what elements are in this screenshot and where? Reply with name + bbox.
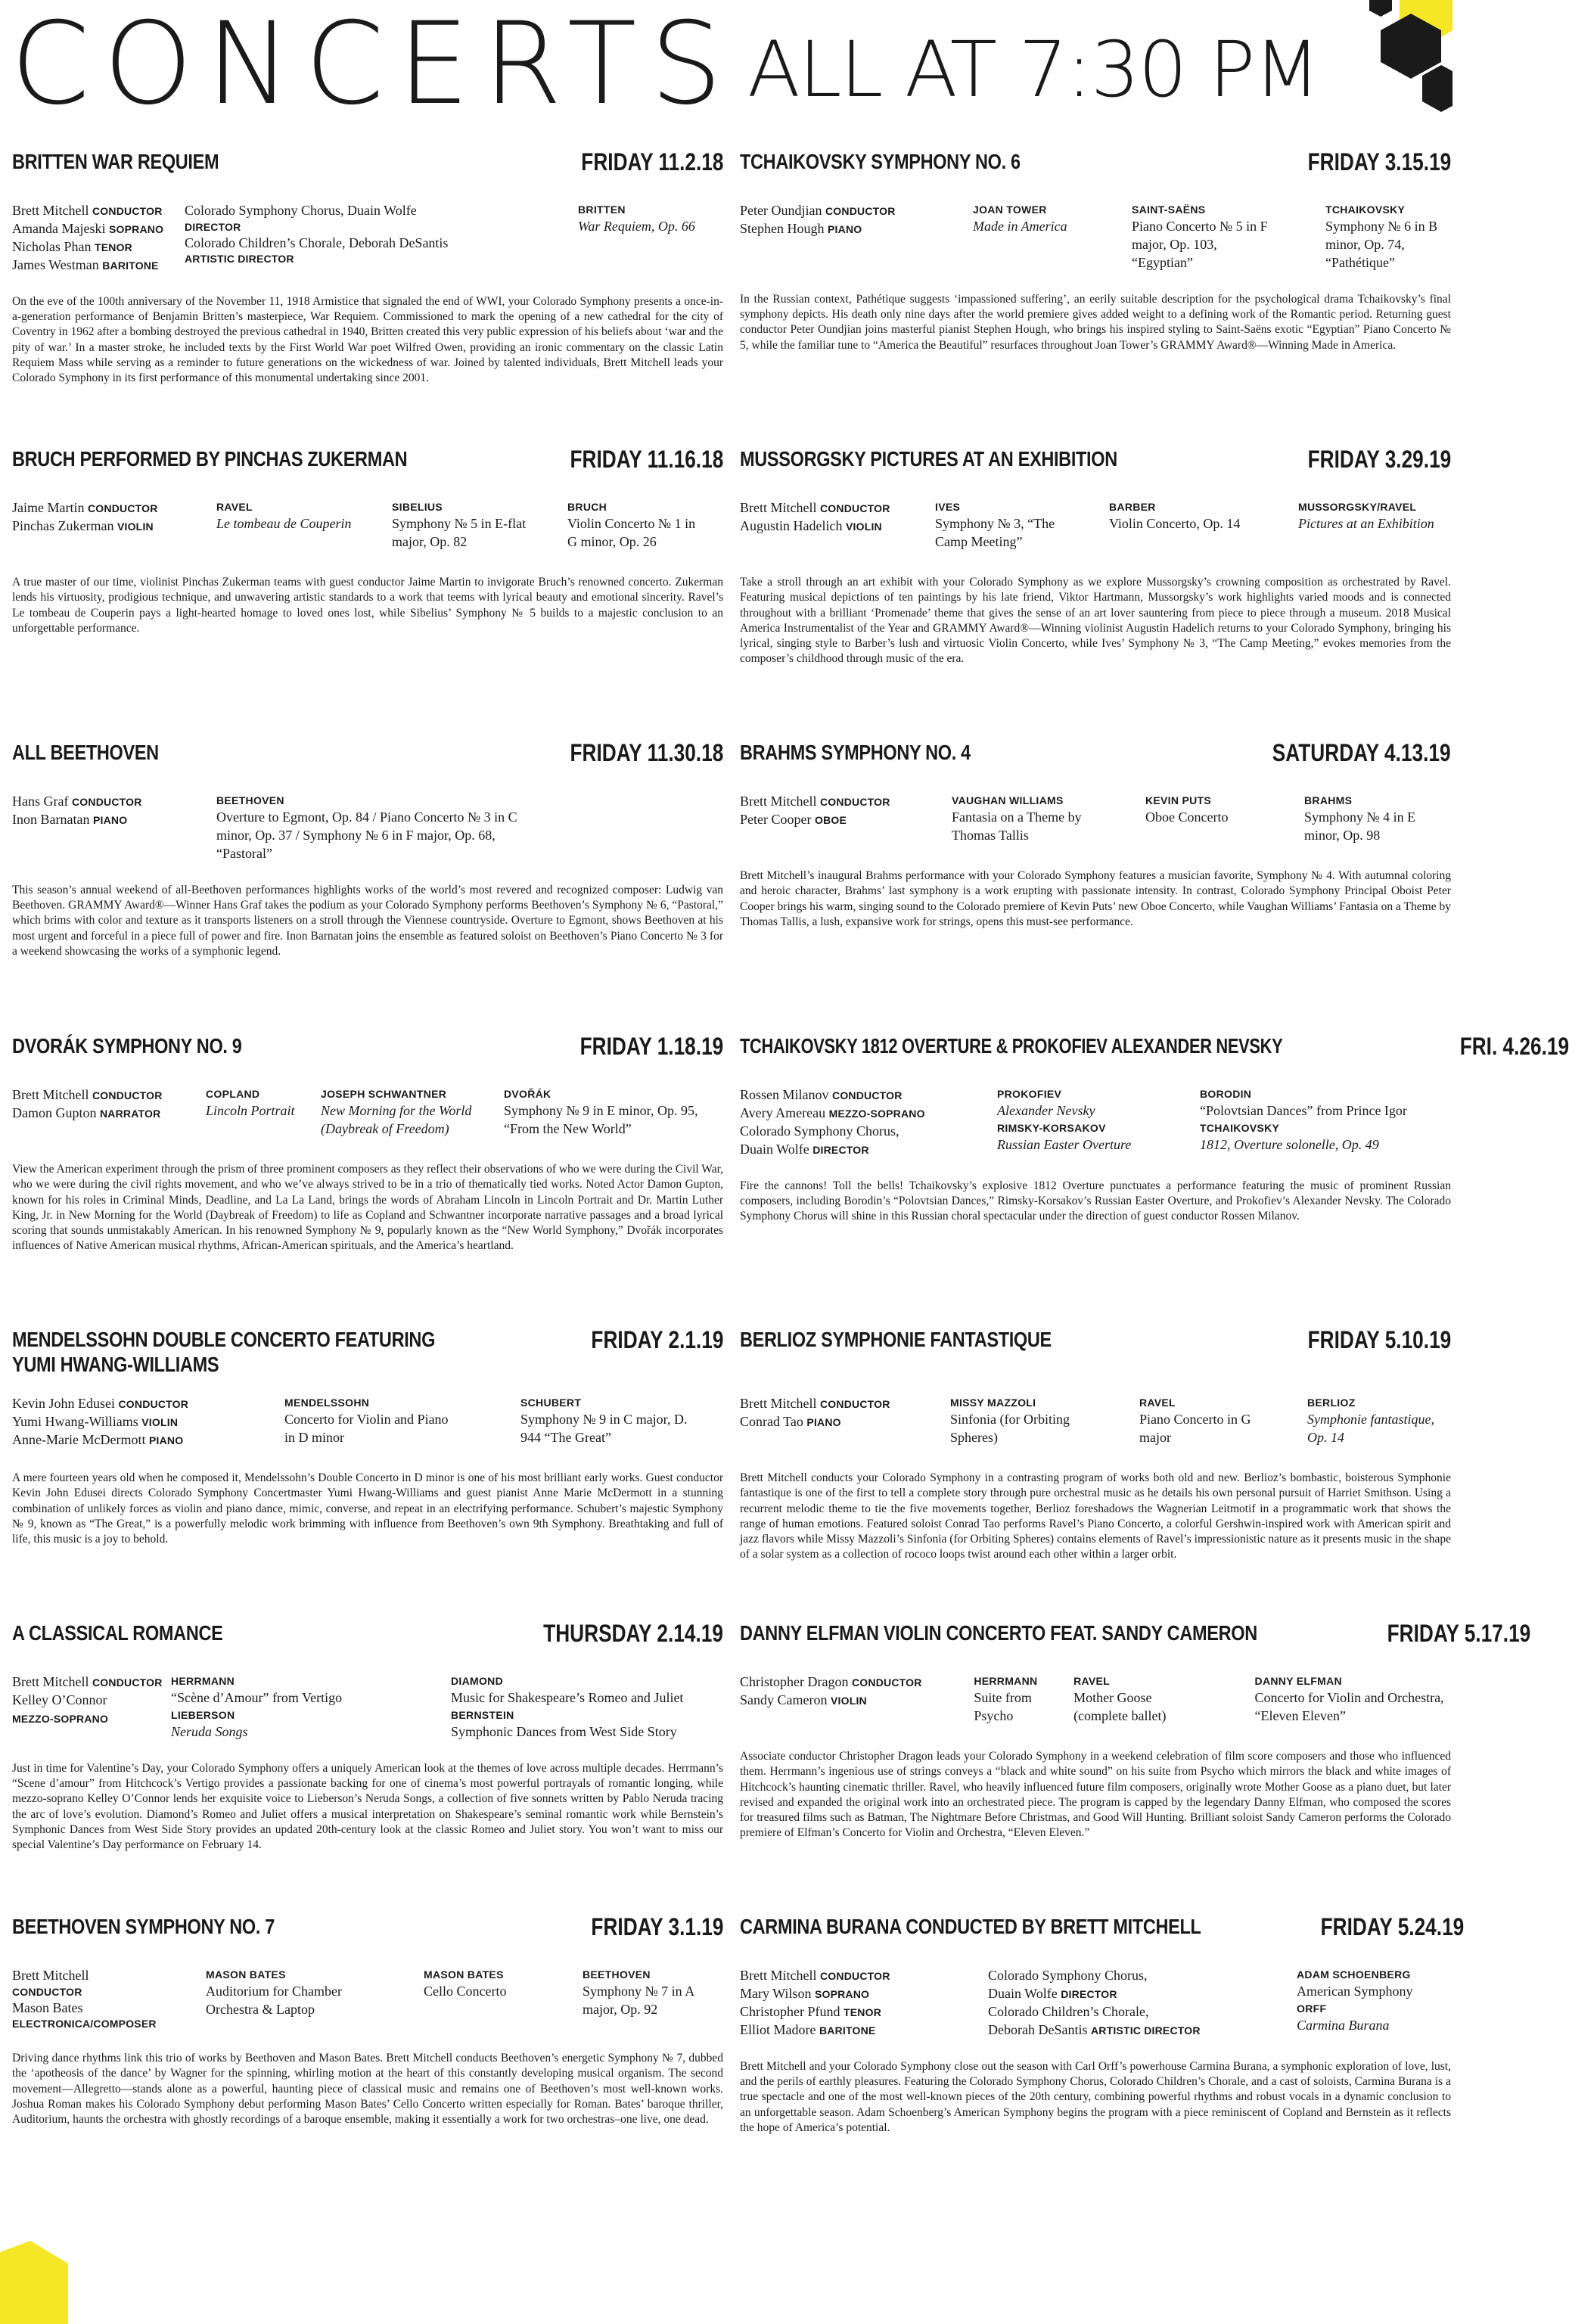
concert-title: BEETHOVEN SYMPHONY NO. 7 — [12, 1915, 275, 1938]
concert-description: Brett Mitchell’s inaugural Brahms performance with your Colorado Symphony features a musician favorite, Symphony № 4. With autumnal coloring and heroic character, Brahms’ last symphony is a work erupting with passionate intensity. In contrast, Colorado Symphony Principal Oboist Peter Cooper brings his warm, singing sound to the Colorado premiere of Kevin Puts’ new Oboe Concerto, while Vaughan Williams’ Fantasia on a Theme by Thomas Tallis, a lush, expansive work for strings, opens this must-see performance. — [740, 869, 1451, 928]
program-grid — [740, 793, 1451, 849]
concert-date: FRIDAY 3.1.19 — [590, 1913, 723, 1940]
ensemble-list: Colorado Symphony Chorus, Duain Wolfe DIRECTOR Colorado Children’s Chorale, Deborah DeSantis ARTISTIC DIRECTOR — [988, 1968, 1201, 2037]
performer-list: Christopher Dragon CONDUCTOR Sandy Cameron VIOLIN — [740, 1674, 922, 1707]
concert-title: BRITTEN WAR REQUIEM — [12, 150, 219, 173]
work-item: DVOŘÁK Symphony № 9 in E minor, Op. 95, “From the New World” — [504, 1088, 698, 1136]
concert-date: FRIDAY 11.16.18 — [570, 446, 723, 473]
performer-list: Jaime Martin CONDUCTOR Pinchas Zukerman VIOLIN — [12, 500, 158, 533]
program-grid — [12, 793, 723, 863]
hexagon-decoration-icon — [0, 2241, 98, 2324]
performer-list: Brett Mitchell CONDUCTOR Augustin Hadelich VIOLIN — [740, 500, 890, 533]
concert-description: Driving dance rhythms link this trio of works by Beethoven and Mason Bates. Brett Mitchell conducts Beethoven’s energetic Symphony № 7, dubbed the ‘apotheosis of the dance’ by Wagner for the spinning, whirling motion at the heart of this constantly developing musical organism. The second movement—Allegretto—stands alone as a powerful, haunting piece of classical music and remains one of Beethoven’s most well-known works. Joshua Roman makes his Colorado Symphony debut performing Mason Bates’ Cello Concerto written especially for Roman. Bates’ baroque thriller, Auditorium, haunts the orchestra with ghostly recordings of a baroque ensemble, making it essentially a work for two orchestras–one live, one dead. — [12, 2052, 723, 2127]
program-grid — [740, 1395, 1451, 1451]
performer-list: Kevin John Edusei CONDUCTOR Yumi Hwang-Williams VIOLIN Anne-Marie McDermott PIANO — [12, 1396, 189, 1447]
concert-date: FRIDAY 3.15.19 — [1307, 148, 1451, 176]
work-item: KEVIN PUTS Oboe Concerto — [1145, 794, 1229, 825]
concert-dvorak-symphony-9 — [12, 1033, 723, 1254]
concert-date: FRIDAY 2.1.19 — [590, 1326, 723, 1353]
concert-date: FRIDAY 11.30.18 — [570, 739, 723, 766]
concert-description: Take a stroll through an art exhibit with your Colorado Symphony as we explore Mussorgsky’s crowning composition as orchestrated by Ravel. Featuring musical depictions of ten paintings by his late friend, Viktor Hartmann, Mussorgsky’s work highlights varied moods and is connected throughout with a brilliant ‘Promenade’ theme that gives the sense of an art lover sauntering from piece to piece through a museum. 2018 Musical America Instrumentalist of the Year and GRAMMY Award®—Winning violinist Augustin Hadelich returns to your Colorado Symphony, bringing his lyrical, singing style to Barber’s lush and virtuosic Violin Concerto, while Ives’ Symphony № 3, “The Camp Meeting,” evokes memories from the composer’s childhood through music of the era. — [740, 576, 1451, 666]
work-item: MASON BATES Auditorium for Chamber Orchestra & Laptop — [206, 1968, 342, 2017]
concert-date: FRI. 4.26.19 — [1459, 1033, 1569, 1060]
performer-list: Brett Mitchell CONDUCTOR Mason Bates ELECTRONICA/COMPOSER — [12, 1968, 157, 2030]
program-grid — [12, 202, 723, 275]
performer-list: Brett Mitchell CONDUCTOR Peter Cooper OBOE — [740, 794, 890, 827]
work-item: DIAMOND Music for Shakespeare’s Romeo and Juliet BERNSTEIN Symphonic Dances from West Side Story — [451, 1675, 684, 1739]
concert-description: This season’s annual weekend of all-Beethoven performances highlights works of the world’s most revered and recognized composer: Ludwig van Beethoven. GRAMMY Award®—Winner Hans Graf takes the podium as your Colorado Symphony performs Beethoven’s Symphony № 6, “Pastoral,” which brims with color and texture as it transports listeners on a stroll through the Viennese countryside. Overture to Egmont, shows Beethoven at his most urgent and forceful in a piece full of power and fire. Inon Barnatan joins the ensemble as featured soloist on Beethoven’s Piano Concerto № 3 for a weekend showcasing the works of a symphonic legend. — [12, 883, 723, 958]
concert-berlioz-symphonie-fantastique — [740, 1327, 1451, 1563]
concert-title: BERLIOZ SYMPHONIE FANTASTIQUE — [740, 1328, 1052, 1351]
program-grid — [12, 1395, 723, 1451]
program-grid — [12, 1086, 723, 1142]
work-item: MASON BATES Cello Concerto — [424, 1968, 507, 1999]
concert-date: THURSDAY 2.14.19 — [543, 1620, 723, 1647]
performer-list: Rossen Milanov CONDUCTOR Avery Amereau MEZZO-SOPRANO Colorado Symphony Chorus, Duain Wolfe DIRECTOR — [740, 1087, 925, 1157]
concert-date: FRIDAY 5.10.19 — [1307, 1326, 1451, 1353]
work-item: HERRMANN Suite from Psycho — [974, 1675, 1038, 1723]
concert-description: Just in time for Valentine’s Day, your Colorado Symphony offers a uniquely American look at the themes of love across multiple decades. Herrmann’s “Scene d’amour” from Hitchcock’s Vertigo provides a passionate backing for one of cinema’s most powerful portrayals of romantic longing, while mezzo-soprano Kelley O’Connor lends her exquisite voice to Lieberson’s Neruda Songs, a collection of five sonnets written by Pablo Neruda tracing the arc of love’s evolution. Diamond’s Romeo and Juliet offers a musical interpretation on Shakespeare’s seminal romantic work while Bernstein’s Symphonic Dances from West Side Story provides an updated 20th-century look at the classic Romeo and Juliet story. You won’t want to miss our special Valentine’s Day performance on February 14. — [12, 1761, 723, 1852]
work-item: HERRMANN “Scène d’Amour” from Vertigo LIEBERSON Neruda Songs — [171, 1675, 343, 1739]
work-item: BARBER Violin Concerto, Op. 14 — [1109, 501, 1241, 531]
performer-list: Brett Mitchell CONDUCTOR Amanda Majeski SOPRANO Nicholas Phan TENOR James Westman BARITONE — [12, 203, 164, 272]
concert-date: FRIDAY 5.17.19 — [1387, 1620, 1531, 1647]
program-grid — [12, 1967, 723, 2031]
program-grid — [740, 1967, 1451, 2040]
work-item: SCHUBERT Symphony № 9 in C major, D. 944 “The Great” — [520, 1397, 688, 1445]
concert-danny-elfman-violin-concerto — [740, 1620, 1531, 1841]
concert-title: BRAHMS SYMPHONY NO. 4 — [740, 741, 971, 764]
program-grid — [12, 499, 723, 555]
concert-description: View the American experiment through the prism of three prominent composers as they reflect their observations of who we were during the Civil War, who we were during the civil rights movement, and who we’ve always strived to be in a trio of thematically tied works. Noted Actor Damon Gupton, known for his roles in Criminal Minds, Deadline, and La La Land, brings the words of Abraham Lincoln in Lincoln Portrait and Dr. Martin Luther King, Jr. in New Morning for the World (Daybreak of Freedom) to life as Copland and Schwantner incorporate narrative passages and a broad lyrical scoring that sounds unmistakably American. In his renowned Symphony № 9, popularly known as the “New World Symphony,” Dvořák incorporates influences of Native American musical rhythms, African-American spirituals, and the America’s heartland. — [12, 1163, 723, 1253]
concert-description: A true master of our time, violinist Pinchas Zukerman teams with guest conductor Jaime Martin to invigorate Bruch’s renowned concerto. Zukerman lends his virtuosity, prodigious technique, and unwavering artistic standards to a work that teems with lyrical beauty and emotional sincerity. Ravel’s Le tombeau de Couperin pays a light-hearted homage to loved ones lost, while Sibelius’ Symphony № 5 builds to a majestic conclusion to an unforgettable performance. — [12, 576, 723, 635]
concert-date: FRIDAY 1.18.19 — [579, 1033, 723, 1060]
work-item: JOSEPH SCHWANTNER New Morning for the World (Daybreak of Freedom) — [321, 1088, 472, 1136]
work-item: BEETHOVEN Symphony № 7 in A major, Op. 92 — [583, 1968, 694, 2017]
work-item: MISSY MAZZOLI Sinfonia (for Orbiting Spheres) — [950, 1397, 1070, 1445]
concert-tchaikovsky-1812-prokofiev — [740, 1033, 1569, 1225]
performer-list: Brett Mitchell CONDUCTOR Damon Gupton NARRATOR — [12, 1087, 163, 1120]
hexagon-decoration-icon — [1286, 0, 1452, 129]
concert-date: FRIDAY 11.2.18 — [580, 148, 723, 176]
work-item: BRAHMS Symphony № 4 in E minor, Op. 98 — [1304, 794, 1416, 843]
concert-brahms-symphony-4 — [740, 740, 1451, 930]
program-grid — [740, 499, 1451, 555]
concert-description: Brett Mitchell conducts your Colorado Symphony in a contrasting program of works both old and new. Berlioz’s bombastic, boisterous Symphonie fantastique is one of the first to tell a complete story through pure orchestral music as he details his own personal pursuit of Harriet Smithson. Using a recurrent melodic theme to tie the five movements together, Berlioz foreshadows the Wagnerian Leitmotif in a programmatic work that shows the range of human emotions. Featured soloist Conrad Tao performs Ravel’s Piano Concerto, a colorful Gershwin-inspired work with American spirit and jazz flavors while Missy Mazzoli’s Sinfonia (for Orbiting Spheres) contains elements of Ravel’s impressionistic nature as it presents music in the shape of a solar system as a collection of rococo loops twist around each other within a larger orbit. — [740, 1471, 1451, 1561]
work-item: BORODIN “Polovtsian Dances” from Prince Igor TCHAIKOVSKY 1812, Overture solonelle, Op. 49 — [1200, 1088, 1407, 1152]
work-item: MUSSORGSKY/RAVEL Pictures at an Exhibition — [1298, 501, 1434, 531]
performer-list: Brett Mitchell CONDUCTOR Kelley O’Connor MEZZO-SOPRANO — [12, 1674, 163, 1725]
concert-tchaikovsky-symphony-6 — [740, 149, 1451, 353]
page-title: CONCERTS — [11, 0, 736, 130]
work-item: TCHAIKOVSKY Symphony № 6 in B minor, Op. 74, “Pathétique” — [1325, 204, 1438, 270]
performer-list: Hans Graf CONDUCTOR Inon Barnatan PIANO — [12, 794, 142, 827]
concert-classical-romance — [12, 1620, 723, 1853]
concert-description: In the Russian context, Pathétique suggests ‘impassioned suffering’, an eerily suitable description for the psychological drama Tchaikovsky’s final symphony depicts. His death only nine days after the world premiere gives added weight to a defining work of the Romantic period. Returning guest conductor Peter Oundjian joins masterful pianist Stephen Hough, who brings his inspired styling to Saint-Saëns exotic “Egyptian” Piano Concerto № 5, while the familiar tune to “America the Beautiful” resurfaces throughout Joan Tower’s GRAMMY Award®—Winning Made in America. — [740, 292, 1451, 352]
performer-list: Brett Mitchell CONDUCTOR Mary Wilson SOPRANO Christopher Pfund TENOR Elliot Madore BARITONE — [740, 1968, 890, 2037]
concert-description: On the eve of the 100th anniversary of the November 11, 1918 Armistice that signaled the end of WWI, your Colorado Symphony presents a once-in-a-generation performance of Benjamin Britten’s masterpiece, War Requiem. Commissioned to mark the opening of a new cathedral for the city of Coventry in 1962 after a bombing destroyed the previous cathedral in 1940, Britten created this very public expression of his beliefs about ‘war and the pity of war.’ In a master stroke, he included texts by the First World War poet Wilfred Owen, providing an ironic commentary on the classic Latin Requiem Mass while serving as a reminder to future generations on the wickedness of war. Joined by talented individuals, Brett Mitchell leads your Colorado Symphony in its first performance of this monumental undertaking since 2001. — [12, 294, 723, 385]
work-item: BRUCH Violin Concerto № 1 in G minor, Op. 26 — [567, 501, 696, 549]
concert-title: BRUCH PERFORMED BY PINCHAS ZUKERMAN — [12, 447, 408, 471]
concert-description: Fire the cannons! Toll the bells! Tchaikovsky’s explosive 1812 Overture punctuates a performance featuring the music of prominent Russian composers, including Borodin’s “Polovtsian Dances,” Rimsky-Korsakov’s Russian Easter Overture, and Prokofiev’s Alexander Nevsky. The Colorado Symphony Chorus will shine in this Russian choral spectacular under the direction of guest conductor Rossen Milanov. — [740, 1179, 1451, 1223]
concert-title: DVORÁK SYMPHONY NO. 9 — [12, 1034, 242, 1058]
work-item: RAVEL Piano Concerto in G major — [1139, 1397, 1251, 1445]
concert-bruch-zukerman — [12, 446, 723, 636]
work-item: IVES Symphony № 3, “The Camp Meeting” — [935, 501, 1055, 549]
performer-list: Brett Mitchell CONDUCTOR Conrad Tao PIANO — [740, 1396, 890, 1429]
work-item: COPLAND Lincoln Portrait — [206, 1088, 295, 1118]
concert-description: Associate conductor Christopher Dragon leads your Colorado Symphony in a weekend celebration of film score composers and those who influenced them. Herrmann’s ingenious use of strings conveys a “black and white sound” on his suite from Psycho which mirrors the black and white images of Hitchcock’s haunting cinematic thriller. Ravel, who heavily influenced future film composers, originally wrote Mother Goose as a piano duet, but later revised and expanded the original work into an orchestrated piece. The program is capped by the legendary Danny Elfman, who composed the scores for treasured films such as Batman, The Nightmare Before Christmas, and Good Will Hunting. Brilliant soloist Sandy Cameron performs the Colorado premiere of Elfman’s Concerto for Violin and Orchestra, “Eleven Eleven.” — [740, 1750, 1451, 1840]
work-item: JOAN TOWER Made in America — [973, 204, 1067, 234]
concert-title: MENDELSSOHN DOUBLE CONCERTO FEATURING YUMI HWANG-WILLIAMS — [12, 1328, 436, 1377]
ensemble-list: Colorado Symphony Chorus, Duain Wolfe DIRECTOR Colorado Children’s Chorale, Deborah DeSantis ARTISTIC DIRECTOR — [185, 203, 449, 266]
concert-date: FRIDAY 5.24.19 — [1320, 1913, 1464, 1940]
program-grid — [740, 1086, 1451, 1159]
concert-title: TCHAIKOVSKY SYMPHONY NO. 6 — [740, 150, 1021, 173]
work-item: BEETHOVEN Overture to Egmont, Op. 84 / Piano Concerto № 3 in C minor, Op. 37 / Symphony № 6 in F major, Op. 68, “Pastoral” — [216, 794, 517, 861]
concert-title: ALL BEETHOVEN — [12, 741, 159, 764]
program-grid — [740, 202, 1451, 272]
concert-description: A mere fourteen years old when he composed it, Mendelssohn’s Double Concerto in D minor is one of his most brilliant early works. Guest conductor Kevin John Edusei directs Colorado Symphony Concertmaster Yumi Hwang-Williams and guest pianist Anne Marie McDermott in a stunning combination of unlikely forces as violin and piano dance, mimic, converse, and repeat in an electrifying performance. Schubert’s majestic Symphony № 9, known as “The Great,” is a powerfully melodic work brimming with influence from Beethoven’s own 9th Symphony. Breathtaking and full of life, this music is a joy to behold. — [12, 1471, 723, 1546]
concert-carmina-burana — [740, 1913, 1464, 2136]
concert-title: MUSSORGSKY PICTURES AT AN EXHIBITION — [740, 447, 1117, 471]
work-item: DANNY ELFMAN Concerto for Violin and Orchestra, “Eleven Eleven” — [1254, 1675, 1444, 1723]
work-item: BRITTEN War Requiem, Op. 66 — [578, 204, 695, 234]
work-item: SAINT-SAËNS Piano Concerto № 5 in F major, Op. 103, “Egyptian” — [1132, 204, 1268, 270]
work-item: SIBELIUS Symphony № 5 in E-flat major, Op. 82 — [392, 501, 527, 549]
work-item: MENDELSSOHN Concerto for Violin and Piano in D minor — [284, 1397, 449, 1445]
work-item: VAUGHAN WILLIAMS Fantasia on a Theme by Thomas Tallis — [952, 794, 1082, 843]
concert-title: TCHAIKOVSKY 1812 OVERTURE & PROKOFIEV ALEXANDER NEVSKY — [740, 1034, 1283, 1058]
work-item: BERLIOZ Symphonie fantastique, Op. 14 — [1307, 1397, 1434, 1445]
page-subtitle: ALL AT 7:30 PM — [747, 25, 1319, 115]
concert-title: DANNY ELFMAN VIOLIN CONCERTO FEAT. SANDY CAMERON — [740, 1621, 1257, 1645]
concert-title: A CLASSICAL ROMANCE — [12, 1621, 223, 1645]
work-item: RAVEL Mother Goose (complete ballet) — [1073, 1675, 1167, 1723]
work-item: ADAM SCHOENBERG American Symphony ORFF Carmina Burana — [1297, 1968, 1413, 2033]
concert-mussorgsky-pictures — [740, 446, 1451, 667]
program-grid — [740, 1673, 1451, 1729]
concert-britten-war-requiem — [12, 149, 723, 387]
concert-date: FRIDAY 3.29.19 — [1307, 446, 1451, 473]
work-item: RAVEL Le tombeau de Couperin — [216, 501, 352, 531]
concert-all-beethoven — [12, 740, 723, 959]
concert-title: CARMINA BURANA CONDUCTED BY BRETT MITCHELL — [740, 1915, 1201, 1938]
concert-mendelssohn-double-concerto — [12, 1327, 723, 1547]
program-grid — [12, 1673, 723, 1741]
concert-description: Brett Mitchell and your Colorado Symphony close out the season with Carl Orff’s powerhouse Carmina Burana, a symphonic exploration of love, lust, and the perils of earthly pleasures. Featuring the Colorado Symphony Chorus, Colorado Children’s Chorale, and a cast of soloists, Carmina Burana is a true spectacle and one of the most well-known pieces of the 20th century, combining powerful rhythms and robust vocals in a dynamic conclusion to an unforgettable season. Adam Schoenberg’s American Symphony begins the program with a piece reminiscent of Copland and Bernstein as it reflects the hope of America’s potential. — [740, 2059, 1451, 2134]
concert-beethoven-symphony-7 — [12, 1914, 723, 2128]
performer-list: Peter Oundjian CONDUCTOR Stephen Hough PIANO — [740, 203, 896, 236]
concert-date: SATURDAY 4.13.19 — [1272, 739, 1451, 766]
work-item: PROKOFIEV Alexander Nevsky RIMSKY-KORSAKOV Russian Easter Overture — [997, 1088, 1132, 1152]
